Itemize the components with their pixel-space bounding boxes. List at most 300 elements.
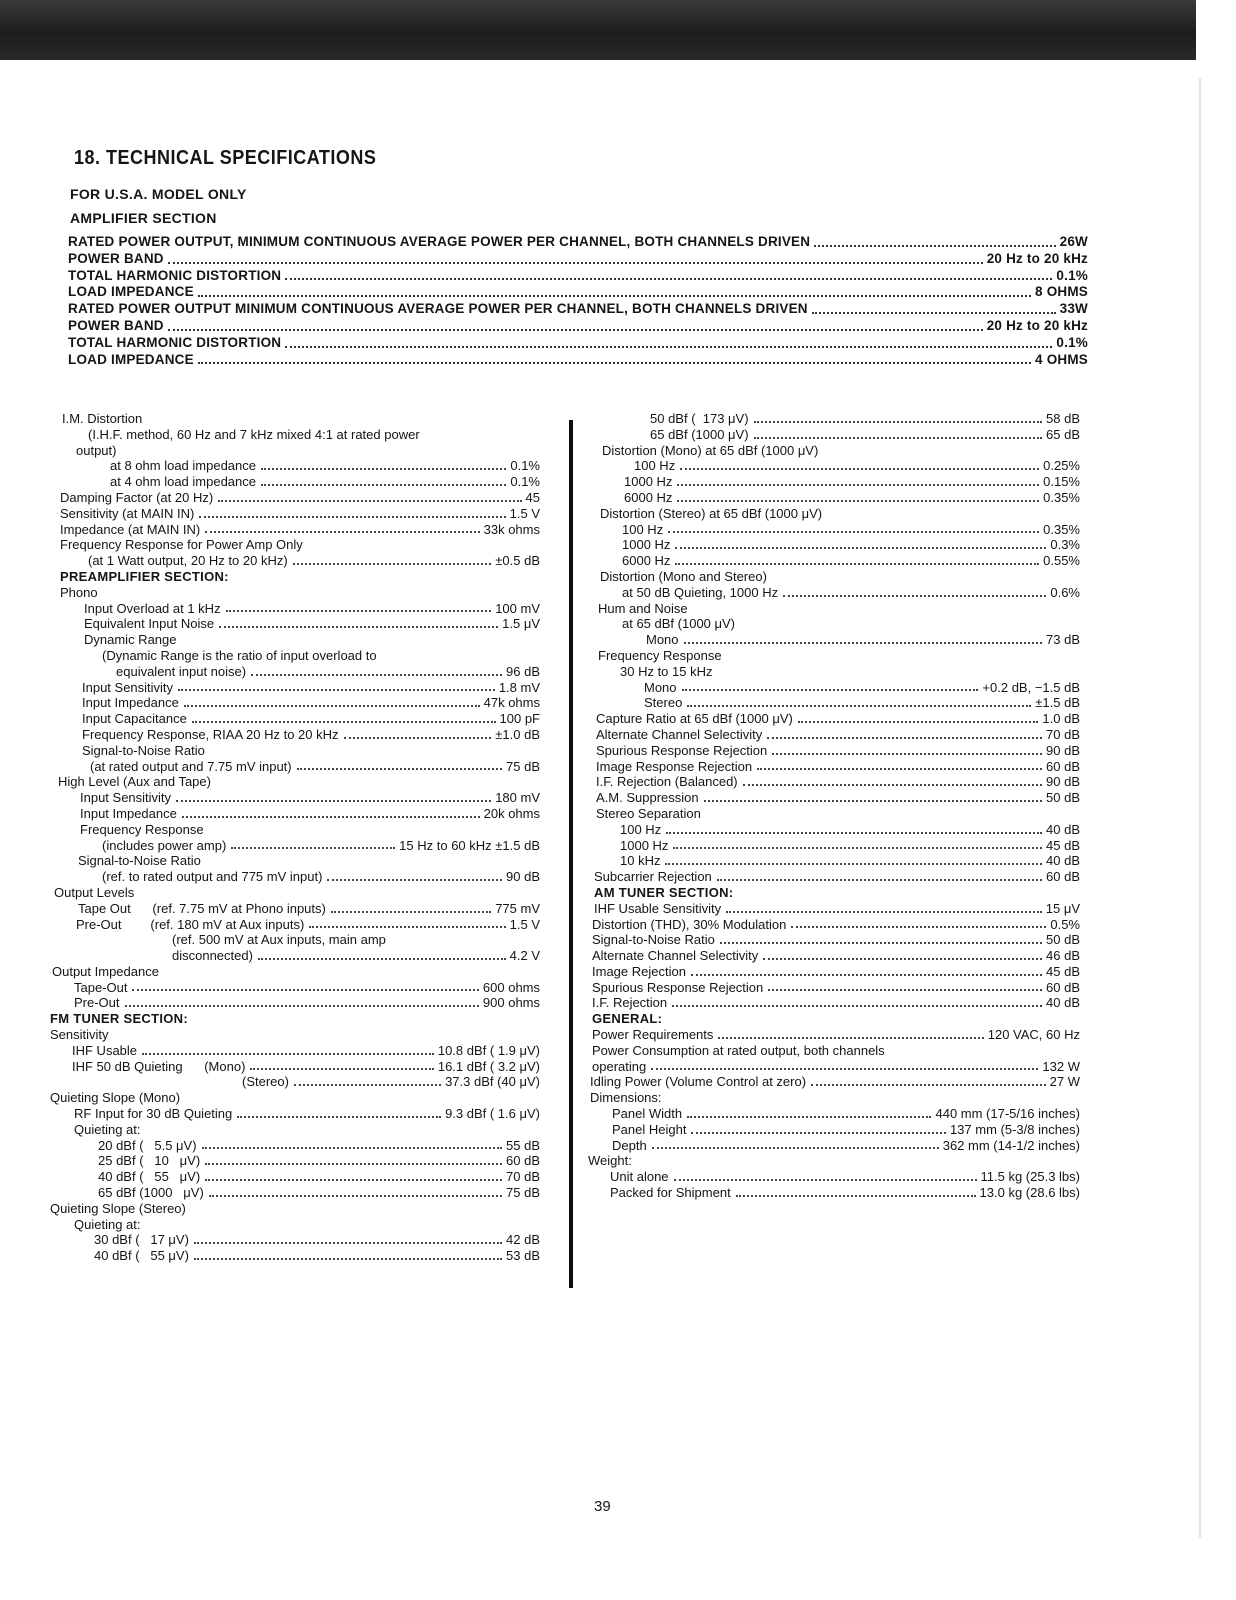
spec-row — [588, 695, 1080, 711]
dot-leader — [668, 531, 1039, 533]
spec-label: Quieting Slope (Stereo) — [50, 1200, 186, 1216]
dot-leader — [125, 1005, 479, 1007]
amplifier-spec-list — [68, 234, 1088, 368]
spec-row — [588, 648, 1080, 664]
dot-leader — [720, 942, 1042, 944]
spec-value: 13.0 kg (28.6 lbs) — [979, 1185, 1080, 1201]
spec-label: 65 dBf (1000 μV) — [98, 1185, 204, 1201]
spec-label: Distortion (Mono) at 65 dBf (1000 μV) — [602, 442, 819, 458]
spec-value: 55 dB — [506, 1137, 540, 1153]
spec-row — [68, 251, 1088, 268]
spec-label: GENERAL: — [592, 1011, 663, 1027]
dot-leader — [327, 879, 502, 881]
spec-label: Alternate Channel Selectivity — [596, 726, 763, 742]
spec-value: 8 OHMS — [1035, 284, 1088, 300]
spec-label: 1000 Hz — [622, 537, 671, 553]
spec-label: at 4 ohm load impedance — [110, 474, 256, 490]
spec-label: Input Impedance — [80, 805, 177, 821]
dot-leader — [168, 329, 983, 331]
spec-row — [68, 318, 1088, 335]
spec-label: 65 dBf (1000 μV) — [650, 426, 749, 442]
spec-value: 9.3 dBf ( 1.6 μV) — [445, 1106, 540, 1122]
spec-value: 70 dB — [1046, 726, 1080, 742]
spec-label: 100 Hz — [620, 821, 662, 837]
spec-label: I.F. Rejection (Balanced) — [596, 774, 738, 790]
spec-value: 60 dB — [1046, 869, 1080, 885]
spec-row — [588, 1185, 1080, 1201]
spec-label: IHF 50 dB Quieting (Mono) — [72, 1058, 246, 1074]
spec-label: Mono — [644, 679, 677, 695]
spec-row — [588, 506, 1080, 522]
spec-label: disconnected) — [172, 948, 253, 964]
dot-leader — [791, 926, 1046, 928]
spec-label: Quieting at: — [74, 1216, 141, 1232]
spec-label: Quieting at: — [74, 1121, 141, 1137]
dot-leader — [812, 312, 1056, 314]
dot-leader — [226, 610, 492, 612]
dot-leader — [677, 484, 1039, 486]
spec-row — [588, 601, 1080, 617]
dot-leader — [726, 911, 1042, 913]
spec-row — [588, 632, 1080, 648]
spec-label: output) — [76, 442, 117, 458]
spec-row — [50, 932, 540, 948]
dot-leader — [651, 1068, 1038, 1070]
spec-row — [50, 490, 540, 506]
spec-label: IHF Usable — [72, 1042, 138, 1058]
spec-value: 90 dB — [1046, 774, 1080, 790]
spec-value: 440 mm (17-5/16 inches) — [935, 1106, 1080, 1122]
spec-row — [588, 711, 1080, 727]
dot-leader — [704, 800, 1042, 802]
spec-row — [588, 917, 1080, 933]
dot-leader — [184, 705, 480, 707]
spec-row — [588, 537, 1080, 553]
section-heading — [50, 569, 540, 585]
spec-row — [50, 1059, 540, 1075]
spec-label: Distortion (THD), 30% Modulation — [592, 916, 787, 932]
spec-label: RF Input for 30 dB Quieting — [74, 1106, 233, 1122]
spec-label: PREAMPLIFIER SECTION: — [60, 568, 229, 584]
spec-row — [588, 980, 1080, 996]
dot-leader — [675, 563, 1039, 565]
spec-row — [588, 853, 1080, 869]
spec-label: (at 1 Watt output, 20 Hz to 20 kHz) — [88, 553, 288, 569]
dot-leader — [194, 1242, 502, 1244]
dot-leader — [767, 737, 1042, 739]
spec-row — [50, 443, 540, 459]
dot-leader — [261, 484, 506, 486]
spec-label: 10 kHz — [620, 853, 661, 869]
spec-value: 100 pF — [499, 711, 540, 727]
dot-leader — [192, 721, 496, 723]
model-note: FOR U.S.A. MODEL ONLY — [70, 186, 247, 202]
dot-leader — [772, 753, 1042, 755]
spec-value: 45 — [525, 489, 540, 505]
spec-row — [588, 1122, 1080, 1138]
spec-row — [50, 522, 540, 538]
spec-label: 6000 Hz — [624, 489, 673, 505]
spec-value: 0.55% — [1043, 553, 1080, 569]
dot-leader — [194, 1258, 502, 1260]
spec-value: 75 dB — [506, 758, 540, 774]
spec-row — [588, 759, 1080, 775]
spec-label: POWER BAND — [68, 317, 164, 333]
dot-leader — [293, 563, 492, 565]
spec-row — [50, 838, 540, 854]
spec-label: Tape Out (ref. 7.75 mV at Phono inputs) — [78, 900, 326, 916]
spec-label: Power Consumption at rated output, both channels — [592, 1042, 885, 1058]
spec-row — [50, 1122, 540, 1138]
spec-row — [588, 1059, 1080, 1075]
spec-label: LOAD IMPEDANCE — [68, 284, 194, 300]
spec-row — [50, 917, 540, 933]
spec-label: 50 dBf ( 173 μV) — [650, 411, 749, 426]
spec-value: 58 dB — [1046, 411, 1080, 426]
dot-leader — [202, 1147, 502, 1149]
spec-value: 775 mV — [495, 900, 540, 916]
spec-row — [588, 490, 1080, 506]
spec-value: 40 dB — [1046, 821, 1080, 837]
dot-leader — [718, 1037, 983, 1039]
spec-label: (includes power amp) — [102, 837, 227, 853]
spec-label: TOTAL HARMONIC DISTORTION — [68, 267, 282, 283]
spec-value: 50 dB — [1046, 932, 1080, 948]
spec-value: 33k ohms — [483, 521, 540, 537]
spec-value: 33W — [1059, 301, 1088, 317]
spec-label: Output Impedance — [52, 963, 159, 979]
spec-row — [588, 458, 1080, 474]
spec-label: Image Response Rejection — [596, 758, 753, 774]
dot-leader — [205, 531, 479, 533]
spec-label: Dynamic Range — [84, 632, 177, 648]
spec-value: 0.6% — [1050, 584, 1080, 600]
spec-row — [50, 995, 540, 1011]
spec-label: Pre-Out — [74, 995, 120, 1011]
spec-row — [50, 553, 540, 569]
dot-leader — [677, 500, 1039, 502]
spec-value: 16.1 dBf ( 3.2 μV) — [437, 1058, 540, 1074]
spec-value: 362 mm (14-1/2 inches) — [942, 1137, 1080, 1153]
spec-row — [50, 506, 540, 522]
dot-leader — [285, 278, 1052, 280]
dot-leader — [258, 958, 506, 960]
spec-label: Equivalent Input Noise — [84, 616, 215, 632]
spec-row — [588, 869, 1080, 885]
spec-row — [588, 443, 1080, 459]
spec-row — [588, 790, 1080, 806]
spec-row — [588, 585, 1080, 601]
spec-label: Impedance (at MAIN IN) — [60, 521, 201, 537]
spec-row — [50, 648, 540, 664]
spec-label: I.F. Rejection — [592, 995, 668, 1011]
spec-label: Frequency Response, RIAA 20 Hz to 20 kHz — [82, 726, 339, 742]
spec-row — [588, 616, 1080, 632]
spec-value: 0.1% — [510, 474, 540, 490]
spec-value: ±1.0 dB — [495, 726, 540, 742]
spec-value: 53 dB — [506, 1248, 540, 1264]
spec-row — [588, 995, 1080, 1011]
spec-row — [50, 822, 540, 838]
spec-row — [588, 727, 1080, 743]
spec-label: (Stereo) — [242, 1074, 289, 1090]
spec-label: RATED POWER OUTPUT MINIMUM CONTINUOUS AVERAGE POWER PER CHANNEL, BOTH CHANNELS DRIVEN — [68, 301, 808, 317]
scan-top-bar — [0, 0, 1196, 60]
dot-leader — [666, 832, 1042, 834]
left-spec-column — [50, 411, 540, 1264]
dot-leader — [665, 863, 1042, 865]
spec-label: Subcarrier Rejection — [594, 869, 712, 885]
spec-value: 47k ohms — [483, 695, 540, 711]
spec-value: 75 dB — [506, 1185, 540, 1201]
dot-leader — [205, 1163, 502, 1165]
dot-leader — [736, 1195, 976, 1197]
spec-label: Distortion (Mono and Stereo) — [600, 568, 767, 584]
spec-label: equivalent input noise) — [116, 663, 247, 679]
spec-label: AM TUNER SECTION: — [594, 884, 734, 900]
spec-label: Frequency Response for Power Amp Only — [60, 537, 303, 553]
dot-leader — [178, 689, 495, 691]
spec-value: 26W — [1059, 234, 1088, 249]
spec-value: 180 mV — [495, 790, 540, 806]
spec-label: FM TUNER SECTION: — [50, 1011, 188, 1027]
dot-leader — [297, 768, 502, 770]
spec-value: 20 Hz to 20 kHz — [986, 250, 1088, 266]
spec-row — [588, 553, 1080, 569]
dot-leader — [717, 879, 1042, 881]
spec-row — [50, 1074, 540, 1090]
spec-value: 132 W — [1042, 1058, 1080, 1074]
spec-row — [50, 869, 540, 885]
section-heading — [50, 1011, 540, 1027]
spec-row — [588, 1074, 1080, 1090]
spec-label: Distortion (Stereo) at 65 dBf (1000 μV) — [600, 505, 823, 521]
spec-value: 1.0 dB — [1042, 711, 1080, 727]
spec-label: (ref. 500 mV at Aux inputs, main amp — [172, 932, 386, 948]
spec-label: Weight: — [588, 1153, 632, 1169]
spec-row — [50, 964, 540, 980]
dot-leader — [132, 989, 478, 991]
spec-row — [50, 1232, 540, 1248]
spec-row — [50, 1185, 540, 1201]
dot-leader — [344, 737, 492, 739]
spec-label: Quieting Slope (Mono) — [50, 1090, 181, 1106]
spec-row — [68, 234, 1088, 251]
spec-row — [588, 964, 1080, 980]
spec-value: 70 dB — [506, 1169, 540, 1185]
spec-row — [50, 1043, 540, 1059]
spec-label: at 50 dB Quieting, 1000 Hz — [622, 584, 779, 600]
spec-value: 90 dB — [506, 869, 540, 885]
spec-row — [588, 838, 1080, 854]
spec-row — [68, 301, 1088, 318]
spec-label: POWER BAND — [68, 250, 164, 266]
spec-label: Unit alone — [610, 1169, 669, 1185]
spec-row — [588, 932, 1080, 948]
dot-leader — [294, 1084, 441, 1086]
spec-value: 0.25% — [1043, 458, 1080, 474]
spec-row — [50, 1248, 540, 1264]
dot-leader — [176, 800, 491, 802]
spec-value: 0.1% — [510, 458, 540, 474]
dot-leader — [219, 626, 498, 628]
spec-row — [50, 743, 540, 759]
spec-value: 4.2 V — [509, 948, 540, 964]
spec-row — [588, 569, 1080, 585]
spec-label: at 8 ohm load impedance — [110, 458, 256, 474]
spec-row — [588, 948, 1080, 964]
spec-value: 45 dB — [1046, 963, 1080, 979]
spec-label: Panel Width — [612, 1106, 683, 1122]
spec-row — [50, 853, 540, 869]
spec-value: +0.2 dB, −1.5 dB — [982, 679, 1080, 695]
spec-label: RATED POWER OUTPUT, MINIMUM CONTINUOUS AVERAGE POWER PER CHANNEL, BOTH CHANNELS DRIVEN — [68, 234, 811, 249]
spec-label: 40 dBf ( 55 μV) — [94, 1248, 189, 1264]
spec-value: 37.3 dBf (40 μV) — [445, 1074, 540, 1090]
spec-row — [588, 1153, 1080, 1169]
dot-leader — [684, 642, 1042, 644]
spec-value: 900 ohms — [482, 995, 540, 1011]
spec-label: Idling Power (Volume Control at zero) — [590, 1074, 807, 1090]
spec-row — [68, 284, 1088, 301]
spec-row — [50, 885, 540, 901]
spec-value: 600 ohms — [482, 979, 540, 995]
spec-value: 90 dB — [1046, 742, 1080, 758]
dot-leader — [757, 768, 1042, 770]
section-heading — [588, 885, 1080, 901]
spec-row — [588, 522, 1080, 538]
spec-label: TOTAL HARMONIC DISTORTION — [68, 334, 282, 350]
spec-value: 60 dB — [1046, 979, 1080, 995]
dot-leader — [674, 1179, 977, 1181]
spec-row — [50, 790, 540, 806]
spec-label: 20 dBf ( 5.5 μV) — [98, 1137, 197, 1153]
spec-value: 1.5 μV — [502, 616, 540, 632]
spec-value: 11.5 kg (25.3 lbs) — [980, 1169, 1080, 1185]
spec-row — [50, 1217, 540, 1233]
spec-value: 60 dB — [1046, 758, 1080, 774]
dot-leader — [205, 1179, 502, 1181]
spec-label: at 65 dBf (1000 μV) — [622, 616, 736, 632]
spec-row — [50, 1106, 540, 1122]
spec-label: Panel Height — [612, 1121, 687, 1137]
spec-label: Signal-to-Noise Ratio — [592, 932, 715, 948]
dot-leader — [237, 1116, 441, 1118]
spec-row — [50, 411, 540, 427]
dot-leader — [783, 595, 1046, 597]
dot-leader — [331, 911, 491, 913]
spec-row — [588, 1090, 1080, 1106]
spec-row — [588, 1027, 1080, 1043]
spec-label: LOAD IMPEDANCE — [68, 351, 194, 367]
spec-value: 1.5 V — [509, 505, 540, 521]
spec-row — [50, 980, 540, 996]
amplifier-section-heading: AMPLIFIER SECTION — [70, 210, 217, 226]
spec-label: Stereo — [644, 695, 683, 711]
spec-label: (ref. to rated output and 775 mV input) — [102, 869, 323, 885]
spec-label: Input Sensitivity — [80, 790, 172, 806]
spec-row — [50, 1138, 540, 1154]
page-title: 18. TECHNICAL SPECIFICATIONS — [74, 146, 377, 169]
dot-leader — [682, 689, 979, 691]
spec-row — [588, 474, 1080, 490]
dot-leader — [768, 989, 1042, 991]
spec-label: Power Requirements — [592, 1027, 714, 1043]
spec-label: (I.H.F. method, 60 Hz and 7 kHz mixed 4:1 at rated power — [88, 426, 420, 442]
spec-label: 1000 Hz — [620, 837, 669, 853]
spec-label: 6000 Hz — [622, 553, 671, 569]
spec-row — [588, 806, 1080, 822]
spec-label: Phono — [60, 584, 98, 600]
spec-row — [50, 664, 540, 680]
spec-value: 0.5% — [1050, 916, 1080, 932]
spec-value: 27 W — [1049, 1074, 1080, 1090]
spec-label: Spurious Response Rejection — [592, 979, 764, 995]
spec-label: Sensitivity — [50, 1027, 109, 1043]
dot-leader — [814, 245, 1055, 247]
spec-value: 0.35% — [1043, 489, 1080, 505]
dot-leader — [763, 958, 1042, 960]
spec-label: Dimensions: — [590, 1090, 662, 1106]
spec-value: 10.8 dBf ( 1.9 μV) — [437, 1042, 540, 1058]
spec-value: 0.15% — [1043, 474, 1080, 490]
spec-row — [50, 948, 540, 964]
dot-leader — [754, 437, 1042, 439]
spec-label: Damping Factor (at 20 Hz) — [60, 489, 214, 505]
spec-value: ±1.5 dB — [1035, 695, 1080, 711]
spec-row — [50, 585, 540, 601]
spec-label: 30 Hz to 15 kHz — [620, 663, 713, 679]
dot-leader — [691, 1132, 945, 1134]
spec-label: operating — [592, 1058, 647, 1074]
spec-label: 40 dBf ( 55 μV) — [98, 1169, 201, 1185]
spec-label: Capture Ratio at 65 dBf (1000 μV) — [596, 711, 793, 727]
spec-label: Signal-to-Noise Ratio — [82, 742, 205, 758]
dot-leader — [231, 847, 395, 849]
spec-label: Stereo Separation — [596, 805, 701, 821]
spec-label: Input Impedance — [82, 695, 179, 711]
spec-row — [588, 427, 1080, 443]
spec-value: 50 dB — [1046, 790, 1080, 806]
spec-row — [50, 1201, 540, 1217]
spec-row — [588, 743, 1080, 759]
spec-value: 1.5 V — [509, 916, 540, 932]
spec-row — [588, 1138, 1080, 1154]
dot-leader — [168, 262, 983, 264]
dot-leader — [743, 784, 1042, 786]
spec-label: Mono — [646, 632, 679, 648]
dot-leader — [811, 1084, 1046, 1086]
dot-leader — [687, 705, 1031, 707]
dot-leader — [691, 974, 1042, 976]
spec-value: 1.8 mV — [498, 679, 540, 695]
spec-row — [50, 759, 540, 775]
spec-row — [50, 1169, 540, 1185]
spec-row — [50, 537, 540, 553]
spec-row — [588, 680, 1080, 696]
spec-row — [50, 632, 540, 648]
spec-value: 15 Hz to 60 kHz ±1.5 dB — [399, 837, 540, 853]
spec-value: 45 dB — [1046, 837, 1080, 853]
spec-row — [50, 616, 540, 632]
scan-edge-line — [1199, 78, 1201, 1538]
spec-value: 4 OHMS — [1035, 351, 1088, 367]
dot-leader — [680, 468, 1039, 470]
spec-label: Frequency Response — [80, 821, 204, 837]
spec-label: Hum and Noise — [598, 600, 688, 616]
spec-row — [50, 901, 540, 917]
spec-row — [588, 411, 1080, 427]
